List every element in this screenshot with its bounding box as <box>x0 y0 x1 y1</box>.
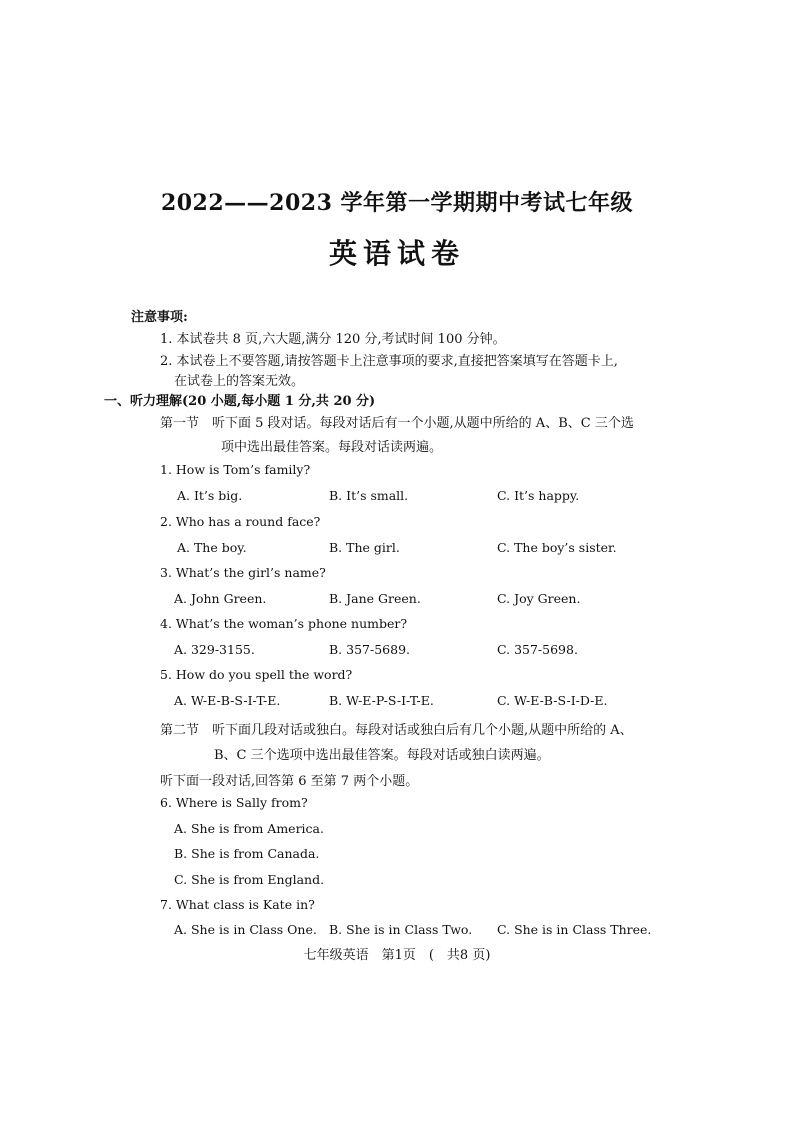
exam-title: 2022——2023 学年第一学期期中考试七年级 <box>160 190 634 216</box>
section2-instruction-cont: B、C 三个选项中选出最佳答案。每段对话或独白读两遍。 <box>214 748 550 763</box>
notice-item-2-cont: 在试卷上的答案无效。 <box>174 374 305 389</box>
option-5b: B. W-E-P-S-I-T-E. <box>329 693 434 708</box>
exam-subject-title: 英语试卷 <box>328 237 465 270</box>
question-1: 1. How is Tom’s family? <box>160 462 311 477</box>
option-1c: C. It’s happy. <box>497 488 580 503</box>
option-7c: C. She is in Class Three. <box>497 922 652 937</box>
option-6b: B. She is from Canada. <box>174 846 320 861</box>
option-3b: B. Jane Green. <box>329 591 421 606</box>
dialog-intro: 听下面一段对话,回答第 6 至第 7 两个小题。 <box>160 774 419 789</box>
question-2: 2. Who has a round face? <box>160 514 321 529</box>
section2-instruction: 第二节 听下面几段对话或独白。每段对话或独白后有几个小题,从题中所给的 A、 <box>160 723 633 738</box>
page-footer: 七年级英语 第1页 ( 共8 页) <box>303 948 491 963</box>
part1-heading: 一、听力理解(20 小题,每小题 1 分,共 20 分) <box>104 394 376 409</box>
option-2c: C. The boy’s sister. <box>497 540 617 555</box>
option-2a: A. The boy. <box>177 540 247 555</box>
option-1b: B. It’s small. <box>329 488 409 503</box>
option-7b: B. She is in Class Two. <box>329 922 473 937</box>
notice-item-1: 1. 本试卷共 8 页,六大题,满分 120 分,考试时间 100 分钟。 <box>160 332 506 347</box>
option-5c: C. W-E-B-S-I-D-E. <box>497 693 608 708</box>
question-4: 4. What’s the woman’s phone number? <box>160 616 408 631</box>
option-3a: A. John Green. <box>174 591 267 606</box>
section1-instruction: 第一节 听下面 5 段对话。每段对话后有一个小题,从题中所给的 A、B、C 三个选 <box>160 416 634 431</box>
option-2b: B. The girl. <box>329 540 400 555</box>
option-6a: A. She is from America. <box>174 821 324 836</box>
option-5a: A. W-E-B-S-I-T-E. <box>174 693 281 708</box>
question-5: 5. How do you spell the word? <box>160 667 353 682</box>
option-1a: A. It’s big. <box>177 488 243 503</box>
option-4a: A. 329-3155. <box>174 642 255 657</box>
option-3c: C. Joy Green. <box>497 591 581 606</box>
question-7: 7. What class is Kate in? <box>160 897 315 912</box>
option-7a: A. She is in Class One. <box>174 922 317 937</box>
option-4b: B. 357-5689. <box>329 642 410 657</box>
notice-heading: 注意事项: <box>131 310 188 325</box>
question-3: 3. What’s the girl’s name? <box>160 565 326 580</box>
notice-item-2: 2. 本试卷上不要答题,请按答题卡上注意事项的要求,直接把答案填写在答题卡上, <box>160 354 618 369</box>
section1-instruction-cont: 项中选出最佳答案。每段对话读两遍。 <box>221 440 443 455</box>
option-4c: C. 357-5698. <box>497 642 578 657</box>
option-6c: C. She is from England. <box>174 872 325 887</box>
question-6: 6. Where is Sally from? <box>160 795 308 810</box>
